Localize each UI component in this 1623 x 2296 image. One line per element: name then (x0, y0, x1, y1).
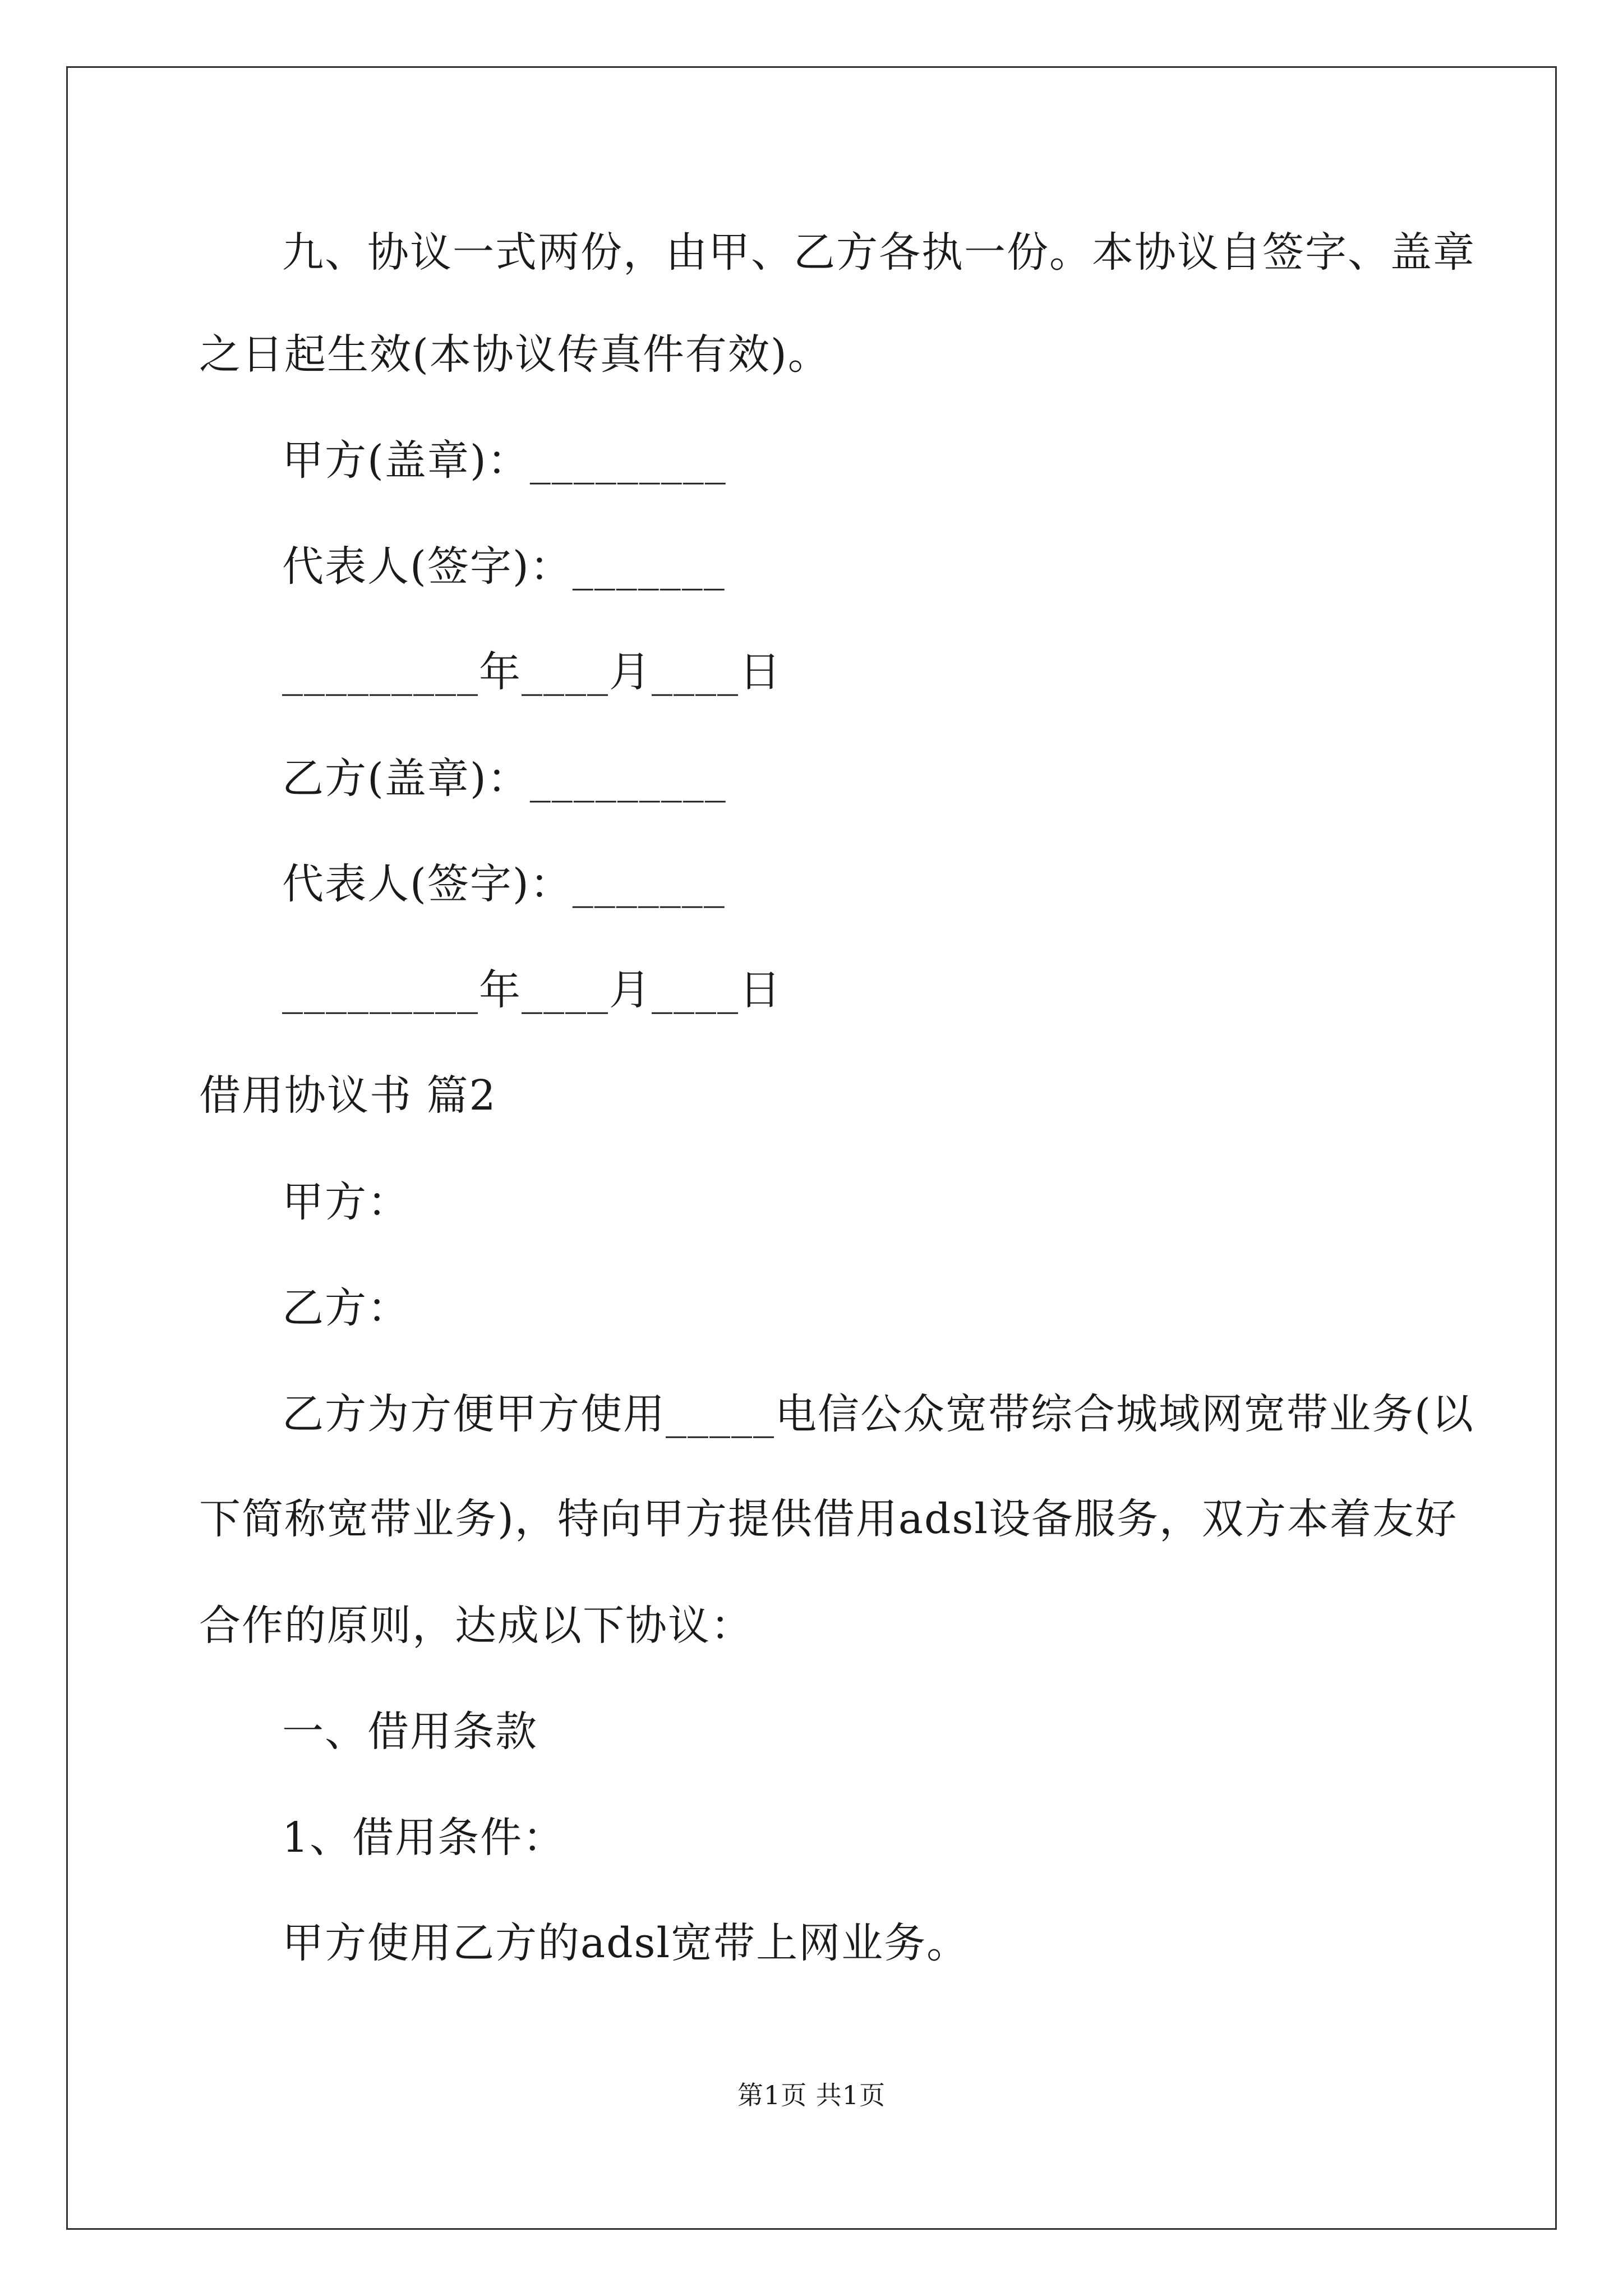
page-number-footer: 第1页 共1页 (737, 2080, 886, 2110)
party-b-label: 乙方： (282, 1284, 410, 1332)
section-heading: 借用协议书 篇2 (199, 1071, 497, 1120)
party-b-date-line: _________年____月____日 (282, 966, 782, 1014)
page-border (66, 66, 1557, 2230)
sub-clause-heading: 1、借用条件： (282, 1814, 566, 1862)
party-b-representative-line: 代表人(签字)：_______ (282, 860, 726, 908)
party-a-date-line: _________年____月____日 (282, 648, 782, 696)
party-a-label: 甲方： (282, 1178, 410, 1226)
intro-paragraph-line-2: 下简称宽带业务)，特向甲方提供借用adsl设备服务，双方本着友好 (199, 1495, 1458, 1543)
party-a-seal-line: 甲方(盖章)：_________ (282, 436, 727, 485)
party-a-representative-line: 代表人(签字)：_______ (282, 542, 726, 591)
intro-paragraph-line-3: 合作的原则，达成以下协议： (199, 1602, 753, 1650)
intro-paragraph-line-1: 乙方为方便甲方使用_____电信公众宽带综合城域网宽带业务(以 (282, 1390, 1474, 1438)
clause-nine-line-2: 之日起生效(本协议传真件有效)。 (199, 330, 831, 379)
party-b-seal-line: 乙方(盖章)：_________ (282, 754, 727, 803)
clause-heading: 一、借用条款 (282, 1708, 538, 1756)
sub-clause-text: 甲方使用乙方的adsl宽带上网业务。 (282, 1919, 970, 1967)
clause-nine-line-1: 九、协议一式两份，由甲、乙方各执一份。本协议自签字、盖章 (282, 228, 1476, 277)
